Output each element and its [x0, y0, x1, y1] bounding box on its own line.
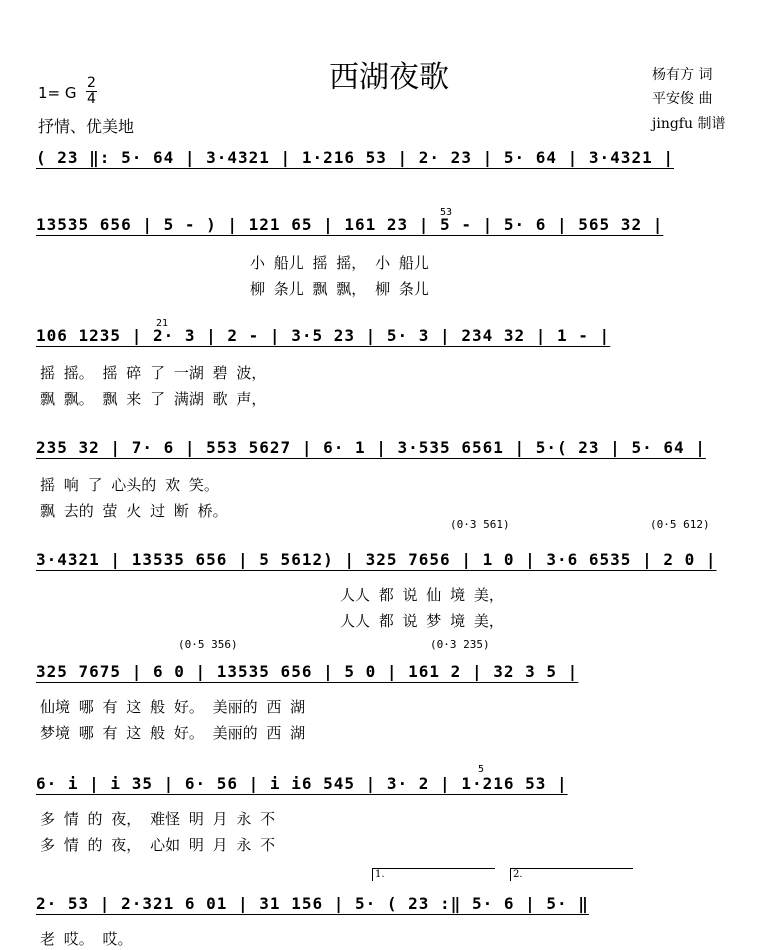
staff-lyric: 摇 响 了 心头的 欢 笑。: [40, 476, 219, 494]
staff-lyric: 老 哎。 哎。: [40, 930, 133, 948]
cue-notes: (0·3 235): [430, 638, 490, 651]
staff-lyric: 多 情 的 夜， 心如 明 月 永 不: [40, 836, 276, 854]
grace-note: 53: [440, 207, 453, 218]
staff-lyric: 柳 条儿 飘 飘， 柳 条儿: [250, 280, 429, 298]
time-signature-bottom: 4: [87, 91, 96, 107]
staff-lyric: 小 船儿 摇 摇， 小 船儿: [250, 254, 429, 272]
staff-lyric: 梦境 哪 有 这 般 好。 美丽的 西 湖: [40, 724, 306, 742]
staff-lyric: 飘 飘。 飘 来 了 满湖 歌 声，: [40, 390, 267, 408]
staff-lyric: 多 情 的 夜， 难怪 明 月 永 不: [40, 810, 276, 828]
staff-music: 325 7675 | 6 0 | 13535 656 | 5 0 | 161 2 | 32 3 5 |: [36, 662, 579, 681]
song-title: 西湖夜歌: [329, 60, 449, 95]
staff-lyric: 仙境 哪 有 这 般 好。 美丽的 西 湖: [40, 698, 306, 716]
staff-music: 13535 656 | 5 - ) | 121 65 | 161 23 | 5 - | 5· 6 | 565 32 |: [36, 215, 664, 234]
time-signature-top: 2: [87, 75, 96, 91]
staff-music: ( 23 ‖: 5· 64 | 3·4321 | 1·216 53 | 2· 23 | 5· 64 | 3·4321 |: [36, 148, 674, 167]
staff-music: 3·4321 | 13535 656 | 5 5612) | 325 7656 | 1 0 | 3·6 6535 | 2 0 |: [36, 550, 717, 569]
cue-notes: (0·3 561): [450, 518, 510, 531]
cue-notes: (0·5 356): [178, 638, 238, 651]
grace-note: 5: [478, 764, 485, 775]
key-signature: 1= G: [38, 84, 77, 102]
credit-lyricist: 杨有方 词: [652, 67, 713, 83]
cue-notes: (0·5 612): [650, 518, 710, 531]
staff-music: 6· i | i 35 | 6· 56 | i i6 545 | 3· 2 | 1·216 53 |: [36, 774, 568, 793]
grace-note: 21: [156, 318, 169, 329]
staff-lyric: 摇 摇。 摇 碎 了 一湖 碧 波，: [40, 364, 267, 382]
credit-transcriber: jingfu 制谱: [652, 116, 726, 132]
credit-composer: 平安俊 曲: [652, 91, 713, 107]
staff-lyric: 人人 都 说 梦 境 美，: [340, 612, 504, 630]
volta-first-ending: 1.: [372, 868, 495, 881]
staff-lyric: 飘 去的 萤 火 过 断 桥。: [40, 502, 228, 520]
staff-music: 235 32 | 7· 6 | 553 5627 | 6· 1 | 3·535 6561 | 5·( 23 | 5· 64 |: [36, 438, 706, 457]
volta-second-ending: 2.: [510, 868, 633, 881]
staff-lyric: 人人 都 说 仙 境 美，: [340, 586, 504, 604]
staff-music: 2· 53 | 2·321 6 01 | 31 156 | 5· ( 23 :‖ 5· 6 | 5· ‖: [36, 894, 589, 913]
tempo-mood: 抒情、优美地: [38, 117, 135, 136]
staff-music: 106 1235 | 2· 3 | 2 - | 3·5 23 | 5· 3 | 234 32 | 1 - |: [36, 326, 611, 345]
time-signature: [86, 76, 97, 107]
